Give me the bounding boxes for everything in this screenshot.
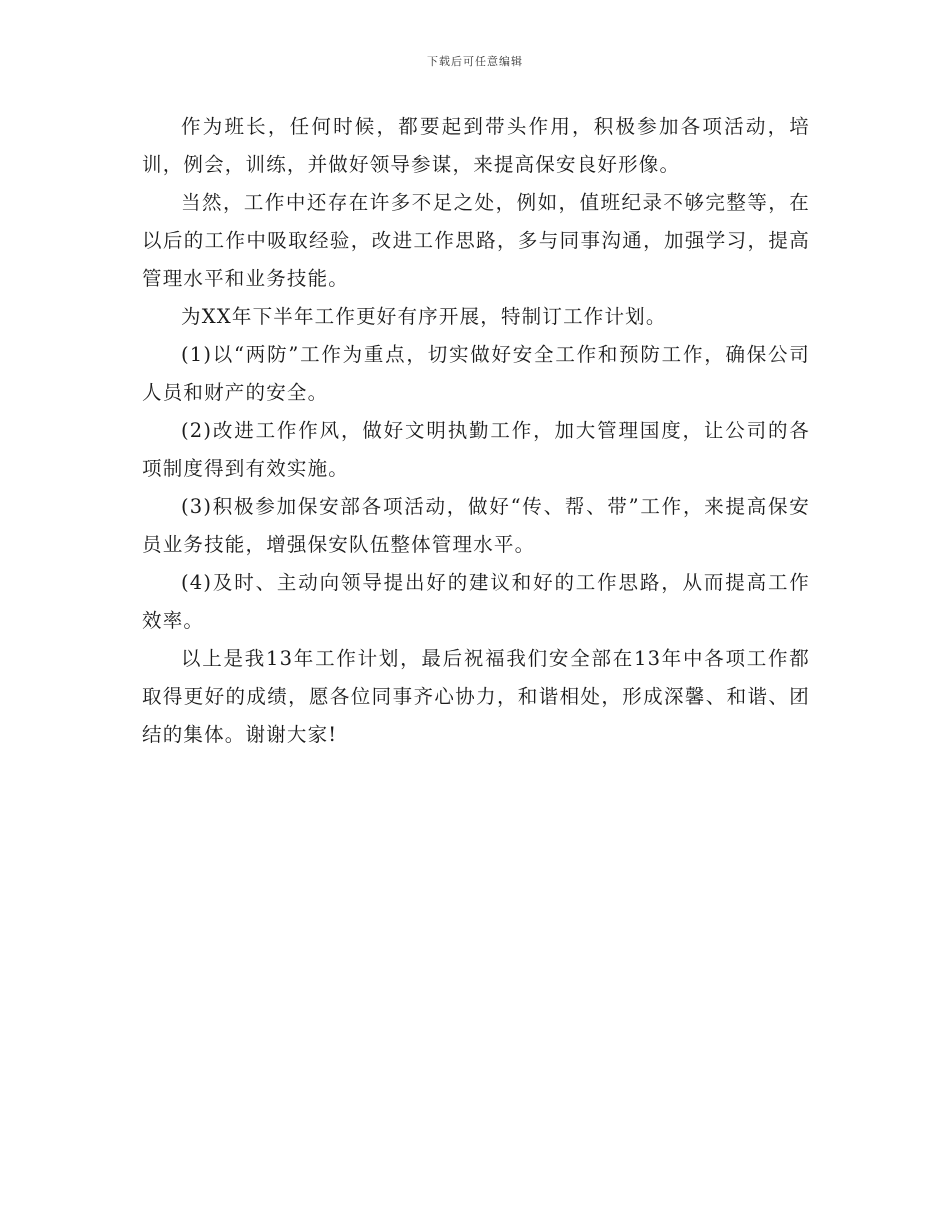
paragraph: 当然，工作中还存在许多不足之处，例如，值班纪录不够完整等，在以后的工作中吸取经验，改进工作思路，多与同事沟通，加强学习，提高管理水平和业务技能。 [142,191,810,290]
page-header: 下载后可任意编辑 [427,55,523,68]
paragraph: 为XX年下半年工作更好有序开展，特制订工作计划。 [181,305,667,328]
document-body [142,108,810,754]
closing-paragraph: 以上是我13年工作计划，最后祝福我们安全部在13年中各项工作都取得更好的成绩，愿各位同事齐心协力，和谐相处，形成深馨、和谐、团结的集体。谢谢大家! [142,647,810,746]
plan-item-3: (3)积极参加保安部各项活动，做好“传、帮、带”工作，来提高保安员业务技能，增强保安队伍整体管理水平。 [142,495,810,556]
paragraph: 作为班长，任何时候，都要起到带头作用，积极参加各项活动，培训，例会，训练，并做好领导参谋，来提高保安良好形像。 [142,115,810,176]
plan-item-1: (1)以“两防”工作为重点，切实做好安全工作和预防工作，确保公司人员和财产的安全。 [142,343,810,404]
plan-item-4: (4)及时、主动向领导提出好的建议和好的工作思路，从而提高工作效率。 [142,571,810,632]
plan-item-2: (2)改进工作作风，做好文明执勤工作，加大管理国度，让公司的各项制度得到有效实施。 [142,419,810,480]
